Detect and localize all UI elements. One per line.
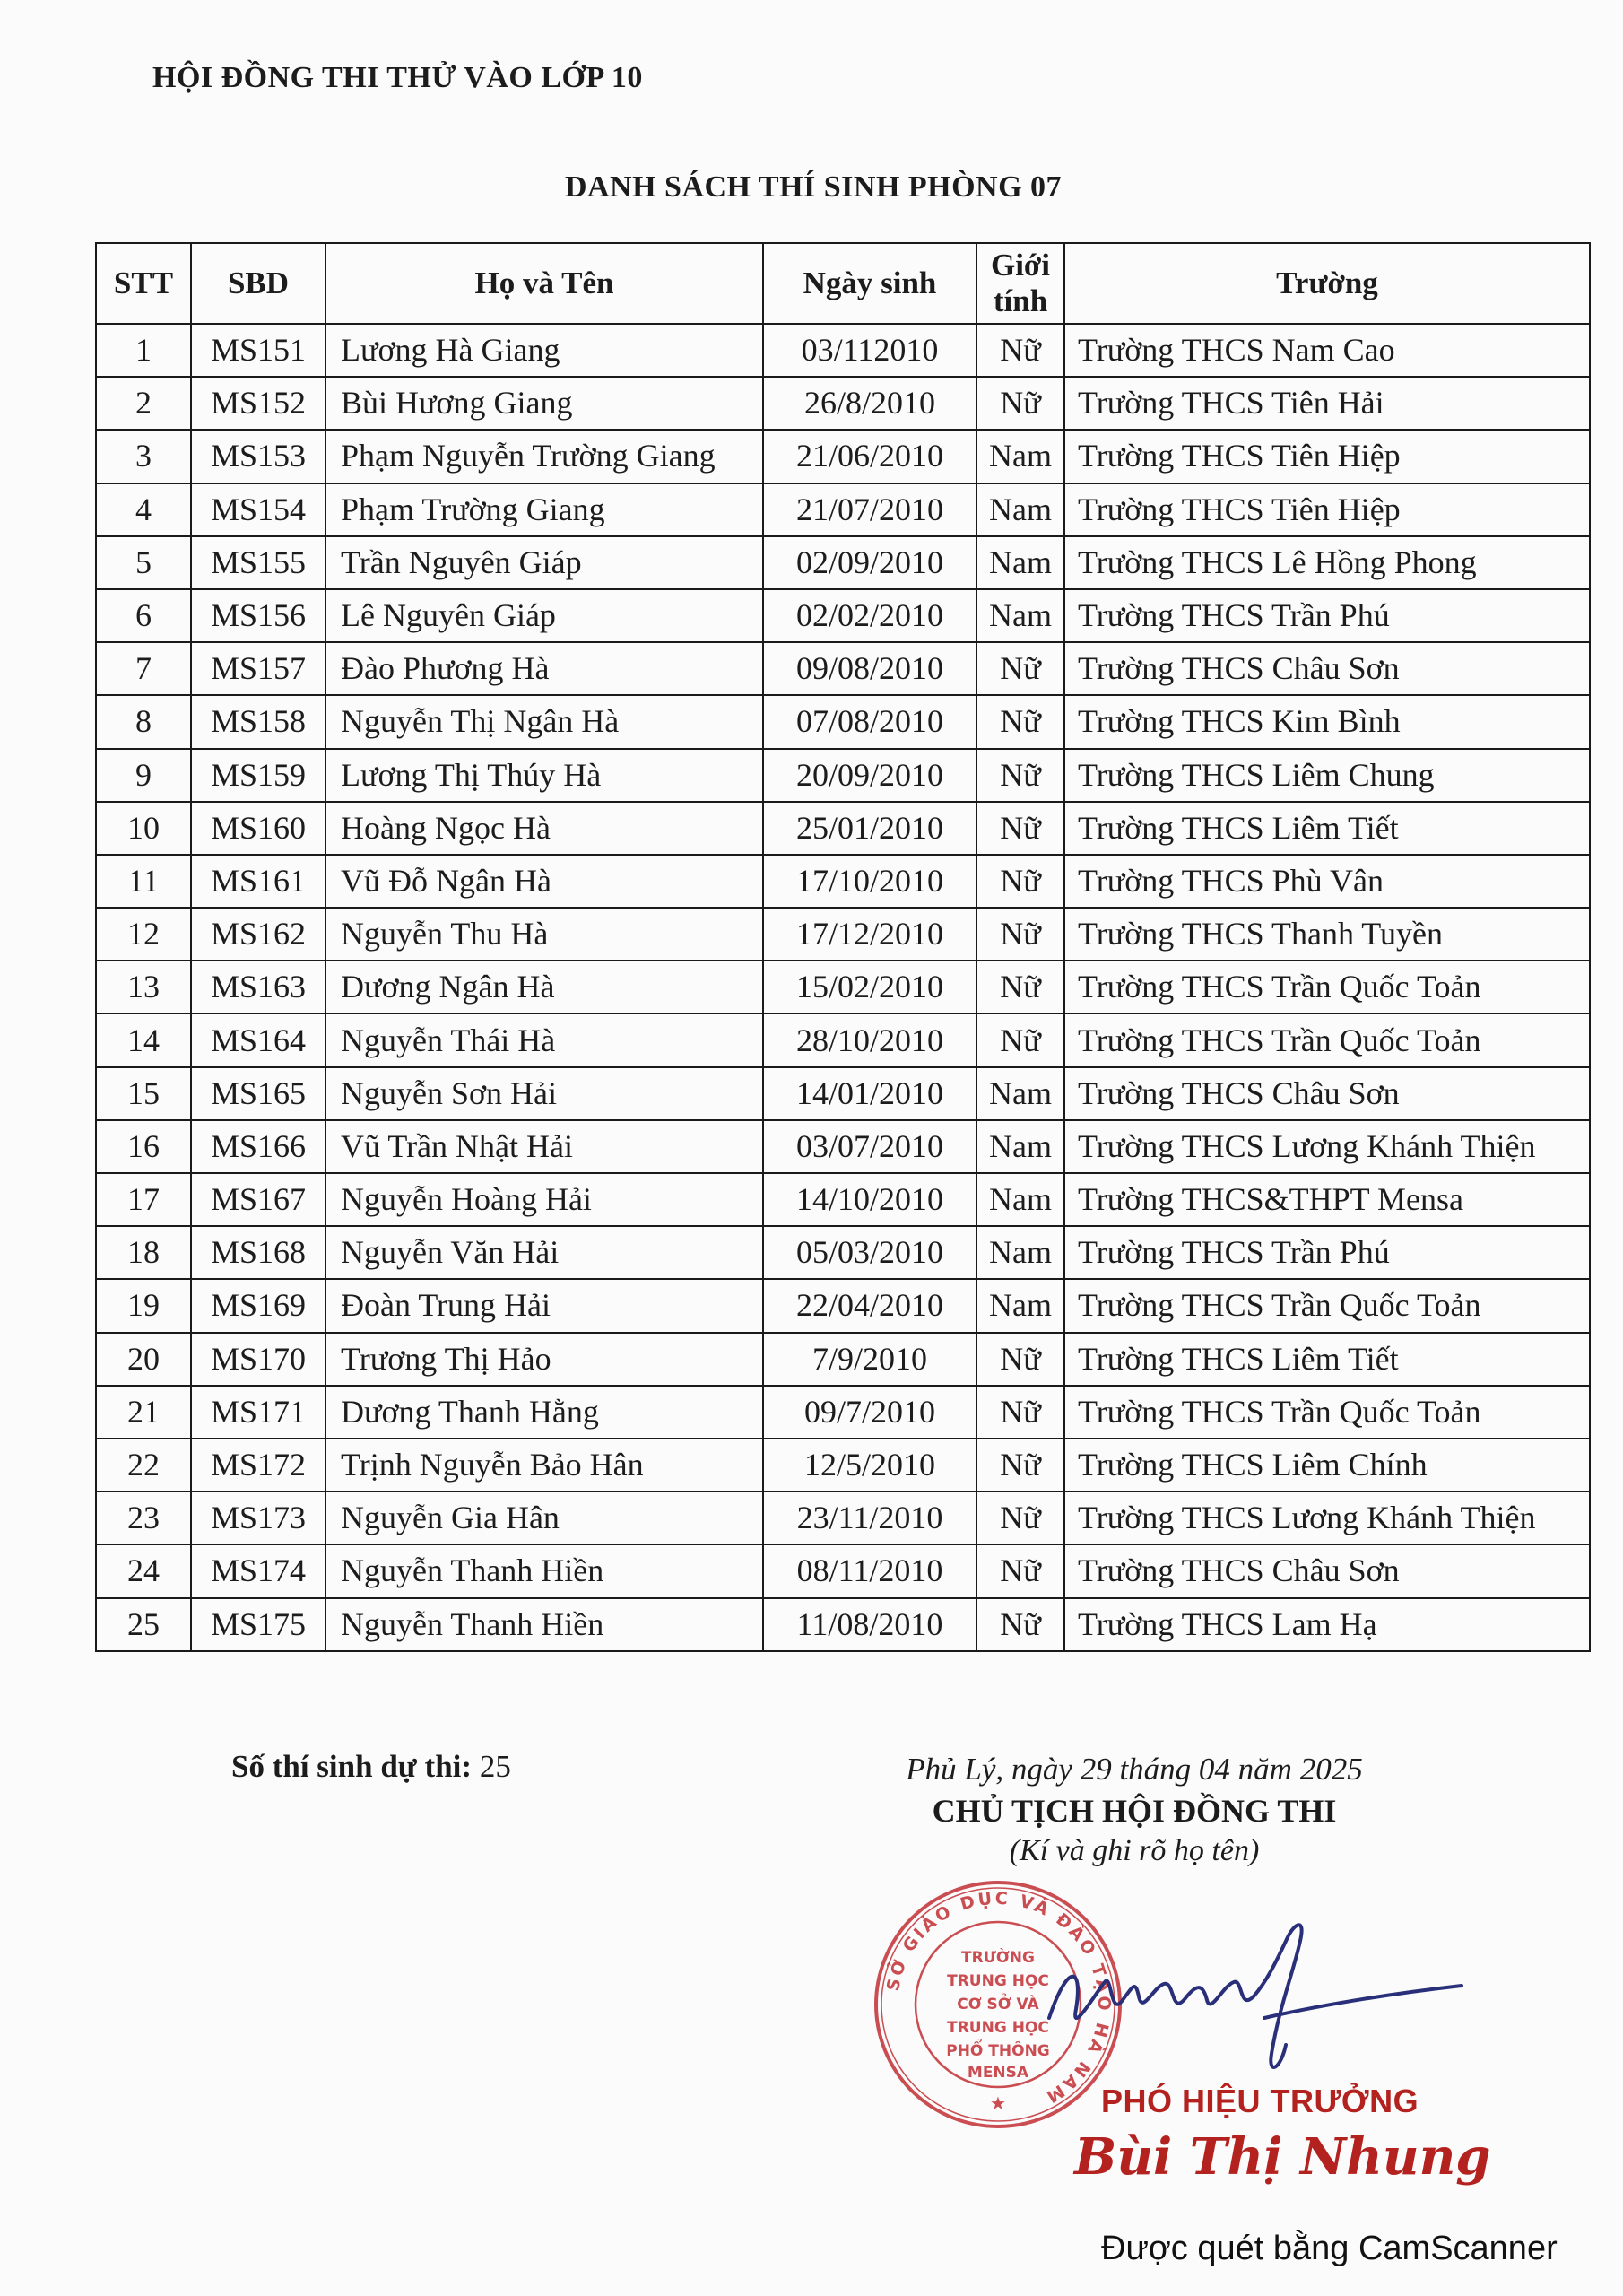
table-row [96, 1067, 1590, 1120]
cell-name: Lương Thị Thúy Hà [325, 749, 763, 802]
svg-text:TRUNG HỌC: TRUNG HỌC [947, 2019, 1049, 2037]
cell-school: Trường THCS Phù Vân [1064, 855, 1590, 908]
cell-sbd: MS153 [191, 430, 325, 483]
cell-name: Đào Phương Hà [325, 642, 763, 695]
cell-sex: Nữ [976, 1598, 1064, 1651]
header-name: Họ và Tên [325, 243, 763, 324]
cell-school: Trường THCS Liêm Tiết [1064, 802, 1590, 855]
camscanner-watermark: Được quét bằng CamScanner [1101, 2230, 1558, 2267]
sign-note: (Kí và ghi rõ họ tên) [1009, 1834, 1260, 1867]
cell-school: Trường THCS Tiên Hiệp [1064, 430, 1590, 483]
cell-sbd: MS170 [191, 1333, 325, 1386]
cell-name: Nguyễn Thái Hà [325, 1013, 763, 1066]
cell-school: Trường THCS Lê Hồng Phong [1064, 536, 1590, 589]
cell-stt: 12 [96, 908, 191, 961]
candidate-count [231, 1749, 511, 1785]
cell-sex: Nữ [976, 1333, 1064, 1386]
svg-text:TRƯỜNG: TRƯỜNG [961, 1949, 1035, 1967]
cell-name: Lương Hà Giang [325, 324, 763, 377]
cell-dob: 15/02/2010 [763, 961, 976, 1013]
cell-name: Lê Nguyên Giáp [325, 589, 763, 642]
cell-school: Trường THCS Trần Quốc Toản [1064, 961, 1590, 1013]
cell-stt: 24 [96, 1544, 191, 1597]
cell-sbd: MS171 [191, 1386, 325, 1439]
cell-school: Trường THCS Lam Hạ [1064, 1598, 1590, 1651]
cell-dob: 28/10/2010 [763, 1013, 976, 1066]
cell-sex: Nữ [976, 855, 1064, 908]
cell-name: Nguyễn Thanh Hiền [325, 1598, 763, 1651]
cell-school: Trường THCS Thanh Tuyền [1064, 908, 1590, 961]
cell-dob: 11/08/2010 [763, 1598, 976, 1651]
cell-dob: 05/03/2010 [763, 1226, 976, 1279]
cell-school: Trường THCS Lương Khánh Thiện [1064, 1492, 1590, 1544]
header-dob: Ngày sinh [763, 243, 976, 324]
document-title [0, 170, 1623, 204]
cell-sbd: MS174 [191, 1544, 325, 1597]
cell-sbd: MS154 [191, 483, 325, 536]
cell-school: Trường THCS Tiên Hải [1064, 377, 1590, 430]
table-row [96, 1386, 1590, 1439]
signature [1040, 1910, 1471, 2081]
cell-stt: 4 [96, 483, 191, 536]
cell-sbd: MS151 [191, 324, 325, 377]
table-row [96, 1120, 1590, 1173]
cell-sex: Nam [976, 1120, 1064, 1173]
cell-sbd: MS172 [191, 1439, 325, 1492]
council-heading: HỘI ĐỒNG THI THỬ VÀO LỚP 10 [152, 61, 643, 94]
cell-sbd: MS162 [191, 908, 325, 961]
cell-dob: 12/5/2010 [763, 1439, 976, 1492]
document-title-text: DANH SÁCH THÍ SINH PHÒNG 07 [564, 170, 1063, 204]
cell-stt: 10 [96, 802, 191, 855]
cell-stt: 11 [96, 855, 191, 908]
cell-sex: Nữ [976, 642, 1064, 695]
cell-sbd: MS163 [191, 961, 325, 1013]
cell-sex: Nữ [976, 695, 1064, 748]
cell-stt: 5 [96, 536, 191, 589]
cell-school: Trường THCS Tiên Hiệp [1064, 483, 1590, 536]
cell-dob: 07/08/2010 [763, 695, 976, 748]
cell-dob: 17/10/2010 [763, 855, 976, 908]
header-sex-line1: Giới [990, 248, 1051, 283]
cell-sbd: MS167 [191, 1173, 325, 1226]
table-row [96, 324, 1590, 377]
cell-sex: Nam [976, 430, 1064, 483]
svg-text:MENSA: MENSA [967, 2064, 1029, 2082]
cell-stt: 8 [96, 695, 191, 748]
cell-stt: 13 [96, 961, 191, 1013]
cell-name: Bùi Hương Giang [325, 377, 763, 430]
header-stt: STT [96, 243, 191, 324]
table-row [96, 1173, 1590, 1226]
table-row [96, 430, 1590, 483]
cell-sex: Nam [976, 483, 1064, 536]
cell-stt: 21 [96, 1386, 191, 1439]
cell-stt: 19 [96, 1279, 191, 1332]
cell-sbd: MS161 [191, 855, 325, 908]
cell-name: Vũ Đỗ Ngân Hà [325, 855, 763, 908]
cell-sex: Nam [976, 1279, 1064, 1332]
cell-school: Trường THCS Trần Quốc Toản [1064, 1013, 1590, 1066]
candidate-count-value: 25 [479, 1749, 511, 1784]
cell-stt: 14 [96, 1013, 191, 1066]
table-row [96, 536, 1590, 589]
cell-stt: 16 [96, 1120, 191, 1173]
cell-stt: 25 [96, 1598, 191, 1651]
cell-school: Trường THCS&THPT Mensa [1064, 1173, 1590, 1226]
cell-sex: Nam [976, 1173, 1064, 1226]
cell-stt: 7 [96, 642, 191, 695]
cell-dob: 03/07/2010 [763, 1120, 976, 1173]
cell-stt: 17 [96, 1173, 191, 1226]
cell-dob: 09/7/2010 [763, 1386, 976, 1439]
cell-dob: 21/06/2010 [763, 430, 976, 483]
chair-title: CHỦ TỊCH HỘI ĐỒNG THI [932, 1793, 1337, 1829]
cell-stt: 9 [96, 749, 191, 802]
cell-name: Dương Ngân Hà [325, 961, 763, 1013]
cell-stt: 15 [96, 1067, 191, 1120]
cell-name: Trương Thị Hảo [325, 1333, 763, 1386]
cell-sex: Nam [976, 1067, 1064, 1120]
table-row [96, 1226, 1590, 1279]
cell-sex: Nam [976, 589, 1064, 642]
svg-text:TRUNG HỌC: TRUNG HỌC [947, 1972, 1049, 1990]
cell-dob: 26/8/2010 [763, 377, 976, 430]
cell-school: Trường THCS Châu Sơn [1064, 1067, 1590, 1120]
cell-sbd: MS158 [191, 695, 325, 748]
cell-sex: Nam [976, 1226, 1064, 1279]
cell-dob: 14/10/2010 [763, 1173, 976, 1226]
cell-school: Trường THCS Nam Cao [1064, 324, 1590, 377]
cell-name: Trịnh Nguyễn Bảo Hân [325, 1439, 763, 1492]
cell-sex: Nữ [976, 749, 1064, 802]
cell-name: Nguyễn Thu Hà [325, 908, 763, 961]
cell-school: Trường THCS Châu Sơn [1064, 642, 1590, 695]
cell-school: Trường THCS Liêm Tiết [1064, 1333, 1590, 1386]
table-row [96, 1492, 1590, 1544]
cell-dob: 03/112010 [763, 324, 976, 377]
cell-sex: Nữ [976, 377, 1064, 430]
cell-school: Trường THCS Liêm Chung [1064, 749, 1590, 802]
cell-sbd: MS160 [191, 802, 325, 855]
cell-sbd: MS164 [191, 1013, 325, 1066]
cell-dob: 17/12/2010 [763, 908, 976, 961]
cell-stt: 6 [96, 589, 191, 642]
cell-dob: 7/9/2010 [763, 1333, 976, 1386]
cell-school: Trường THCS Kim Bình [1064, 695, 1590, 748]
svg-text:★: ★ [990, 2092, 1006, 2114]
header-sex [976, 243, 1064, 324]
table-row [96, 749, 1590, 802]
cell-sex: Nữ [976, 1013, 1064, 1066]
header-school: Trường [1064, 243, 1590, 324]
cell-dob: 02/09/2010 [763, 536, 976, 589]
place-date: Phủ Lý, ngày 29 tháng 04 năm 2025 [906, 1752, 1363, 1787]
cell-dob: 23/11/2010 [763, 1492, 976, 1544]
cell-sex: Nữ [976, 802, 1064, 855]
cell-school: Trường THCS Trần Quốc Toản [1064, 1279, 1590, 1332]
table-row [96, 1013, 1590, 1066]
table-row [96, 642, 1590, 695]
table-row [96, 908, 1590, 961]
cell-dob: 14/01/2010 [763, 1067, 976, 1120]
table-row [96, 483, 1590, 536]
cell-name: Nguyễn Thị Ngân Hà [325, 695, 763, 748]
cell-dob: 20/09/2010 [763, 749, 976, 802]
cell-sbd: MS166 [191, 1120, 325, 1173]
svg-text:SỞ GIÁO DỤC VÀ ĐÀO TẠO HÀ NAM: SỞ GIÁO DỤC VÀ ĐÀO TẠO HÀ NAM [882, 1888, 1115, 2109]
cell-stt: 20 [96, 1333, 191, 1386]
vice-principal-name: Bùi Thị Nhung [1074, 2127, 1491, 2187]
cell-sbd: MS159 [191, 749, 325, 802]
cell-sex: Nữ [976, 1544, 1064, 1597]
cell-stt: 18 [96, 1226, 191, 1279]
cell-school: Trường THCS Trần Phú [1064, 1226, 1590, 1279]
table-row [96, 377, 1590, 430]
candidate-table [95, 242, 1591, 1652]
cell-sex: Nam [976, 536, 1064, 589]
cell-stt: 23 [96, 1492, 191, 1544]
svg-text:CƠ SỞ VÀ: CƠ SỞ VÀ [957, 1996, 1039, 2013]
cell-name: Dương Thanh Hằng [325, 1386, 763, 1439]
cell-sbd: MS165 [191, 1067, 325, 1120]
cell-stt: 22 [96, 1439, 191, 1492]
cell-stt: 1 [96, 324, 191, 377]
table-row [96, 1439, 1590, 1492]
table-body [96, 324, 1590, 1651]
cell-sbd: MS168 [191, 1226, 325, 1279]
cell-dob: 25/01/2010 [763, 802, 976, 855]
cell-name: Đoàn Trung Hải [325, 1279, 763, 1332]
cell-name: Trần Nguyên Giáp [325, 536, 763, 589]
cell-school: Trường THCS Trần Phú [1064, 589, 1590, 642]
vice-principal-title: PHÓ HIỆU TRƯỞNG [1101, 2083, 1419, 2119]
cell-name: Phạm Nguyễn Trường Giang [325, 430, 763, 483]
cell-sbd: MS175 [191, 1598, 325, 1651]
cell-sex: Nữ [976, 961, 1064, 1013]
cell-sbd: MS173 [191, 1492, 325, 1544]
cell-stt: 2 [96, 377, 191, 430]
table-row [96, 1333, 1590, 1386]
cell-dob: 22/04/2010 [763, 1279, 976, 1332]
candidate-count-label: Số thí sinh dự thi: [231, 1749, 473, 1784]
table-row [96, 1279, 1590, 1332]
cell-stt: 3 [96, 430, 191, 483]
table-row [96, 855, 1590, 908]
cell-school: Trường THCS Liêm Chính [1064, 1439, 1590, 1492]
cell-name: Nguyễn Sơn Hải [325, 1067, 763, 1120]
cell-sex: Nữ [976, 1439, 1064, 1492]
header-sbd: SBD [191, 243, 325, 324]
cell-name: Nguyễn Hoàng Hải [325, 1173, 763, 1226]
cell-sex: Nữ [976, 324, 1064, 377]
cell-name: Phạm Trường Giang [325, 483, 763, 536]
cell-dob: 08/11/2010 [763, 1544, 976, 1597]
cell-name: Nguyễn Văn Hải [325, 1226, 763, 1279]
cell-name: Nguyễn Gia Hân [325, 1492, 763, 1544]
cell-sbd: MS169 [191, 1279, 325, 1332]
table-row [96, 695, 1590, 748]
cell-school: Trường THCS Trần Quốc Toản [1064, 1386, 1590, 1439]
cell-sbd: MS155 [191, 536, 325, 589]
cell-name: Nguyễn Thanh Hiền [325, 1544, 763, 1597]
cell-school: Trường THCS Châu Sơn [1064, 1544, 1590, 1597]
header-sex-line2: tính [993, 283, 1048, 318]
table-row [96, 961, 1590, 1013]
table-row [96, 1598, 1590, 1651]
cell-sbd: MS152 [191, 377, 325, 430]
cell-name: Vũ Trần Nhật Hải [325, 1120, 763, 1173]
cell-sbd: MS157 [191, 642, 325, 695]
cell-sex: Nữ [976, 908, 1064, 961]
table-row [96, 589, 1590, 642]
cell-sex: Nữ [976, 1386, 1064, 1439]
table-header-row [96, 243, 1590, 324]
cell-dob: 09/08/2010 [763, 642, 976, 695]
cell-name: Hoàng Ngọc Hà [325, 802, 763, 855]
cell-school: Trường THCS Lương Khánh Thiện [1064, 1120, 1590, 1173]
table-row [96, 1544, 1590, 1597]
cell-sbd: MS156 [191, 589, 325, 642]
cell-sex: Nữ [976, 1492, 1064, 1544]
cell-dob: 02/02/2010 [763, 589, 976, 642]
table-row [96, 802, 1590, 855]
cell-dob: 21/07/2010 [763, 483, 976, 536]
svg-text:PHỔ THÔNG: PHỔ THÔNG [946, 2042, 1050, 2060]
